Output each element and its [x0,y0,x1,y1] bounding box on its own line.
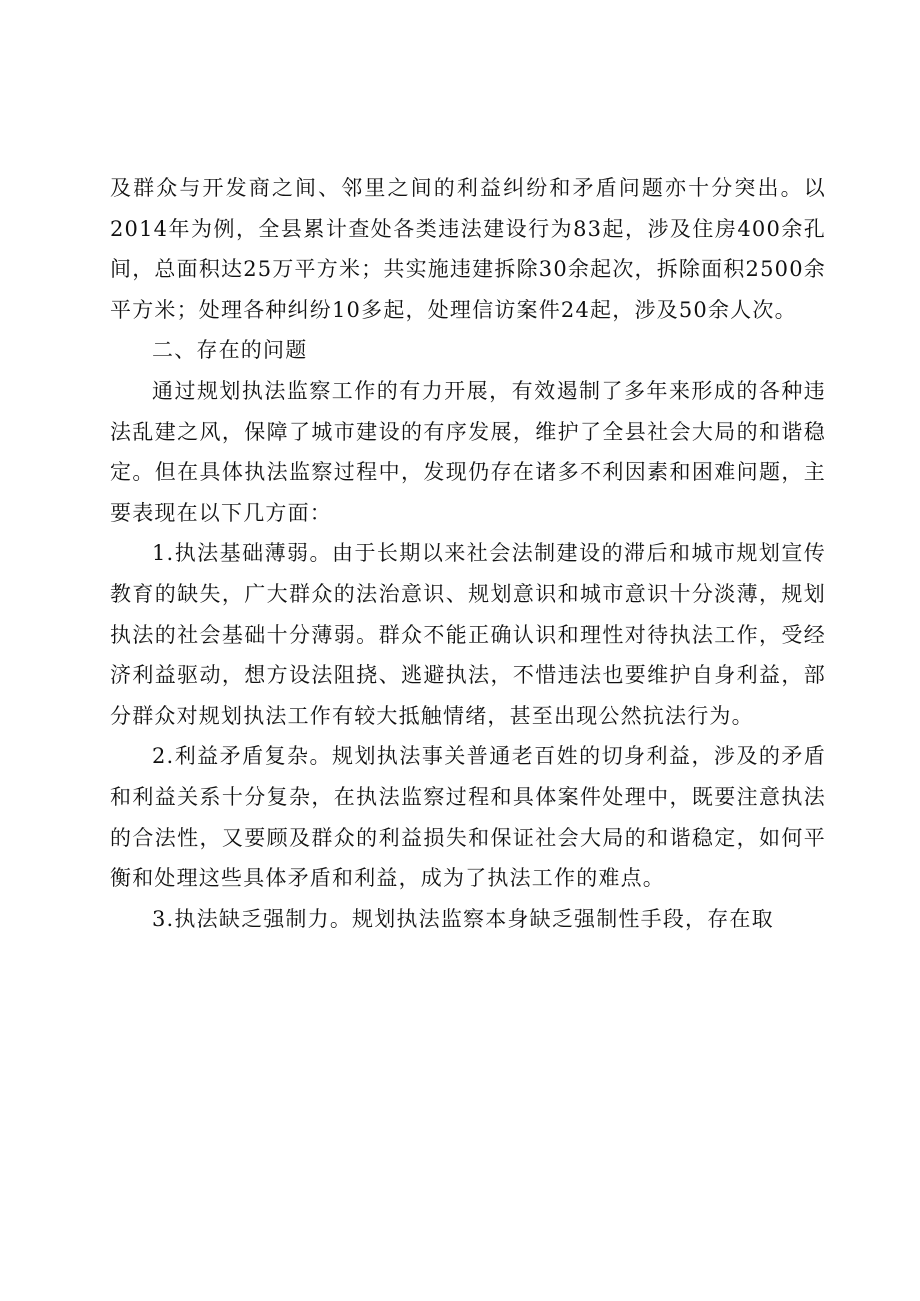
paragraph-item-2: 2.利益矛盾复杂。规划执法事关普通老百姓的切身利益，涉及的矛盾和利益关系十分复杂，在执法监察过程和具体案件处理中，既要注意执法的合法性，又要顾及群众的利益损失和保证社会大局的和谐稳定，如何平衡和处理这些具体矛盾和利益，成为了执法工作的难点。 [110,744,826,891]
paragraph-intro: 通过规划执法监察工作的有力开展，有效遏制了多年来形成的各种违法乱建之风，保障了城市建设的有序发展，维护了全县社会大局的和谐稳定。但在具体执法监察过程中，发现仍存在诸多不利因素和困难问题，主要表现在以下几方面： [110,378,826,525]
document-body [110,168,826,939]
section-heading: 二、存在的问题 [152,338,308,363]
paragraph-item-1: 1.执法基础薄弱。由于长期以来社会法制建设的滞后和城市规划宣传教育的缺失，广大群众的法治意识、规划意识和城市意识十分淡薄，规划执法的社会基础十分薄弱。群众不能正确认识和理性对待执法工作，受经济利益驱动，想方设法阻挠、逃避执法，不惜违法也要维护自身利益，部分群众对规划执法工作有较大抵触情绪，甚至出现公然抗法行为。 [110,541,826,728]
paragraph-item-3: 3.执法缺乏强制力。规划执法监察本身缺乏强制性手段，存在取 [152,906,774,931]
paragraph-continued: 及群众与开发商之间、邻里之间的利益纠纷和矛盾问题亦十分突出。以2014年为例，全县累计查处各类违法建设行为83起，涉及住房400余孔间，总面积达25万平方米；共实施违建拆除30余起次，拆除面积2500余平方米；处理各种纠纷10多起，处理信访案件24起，涉及50余人次。 [110,176,826,322]
